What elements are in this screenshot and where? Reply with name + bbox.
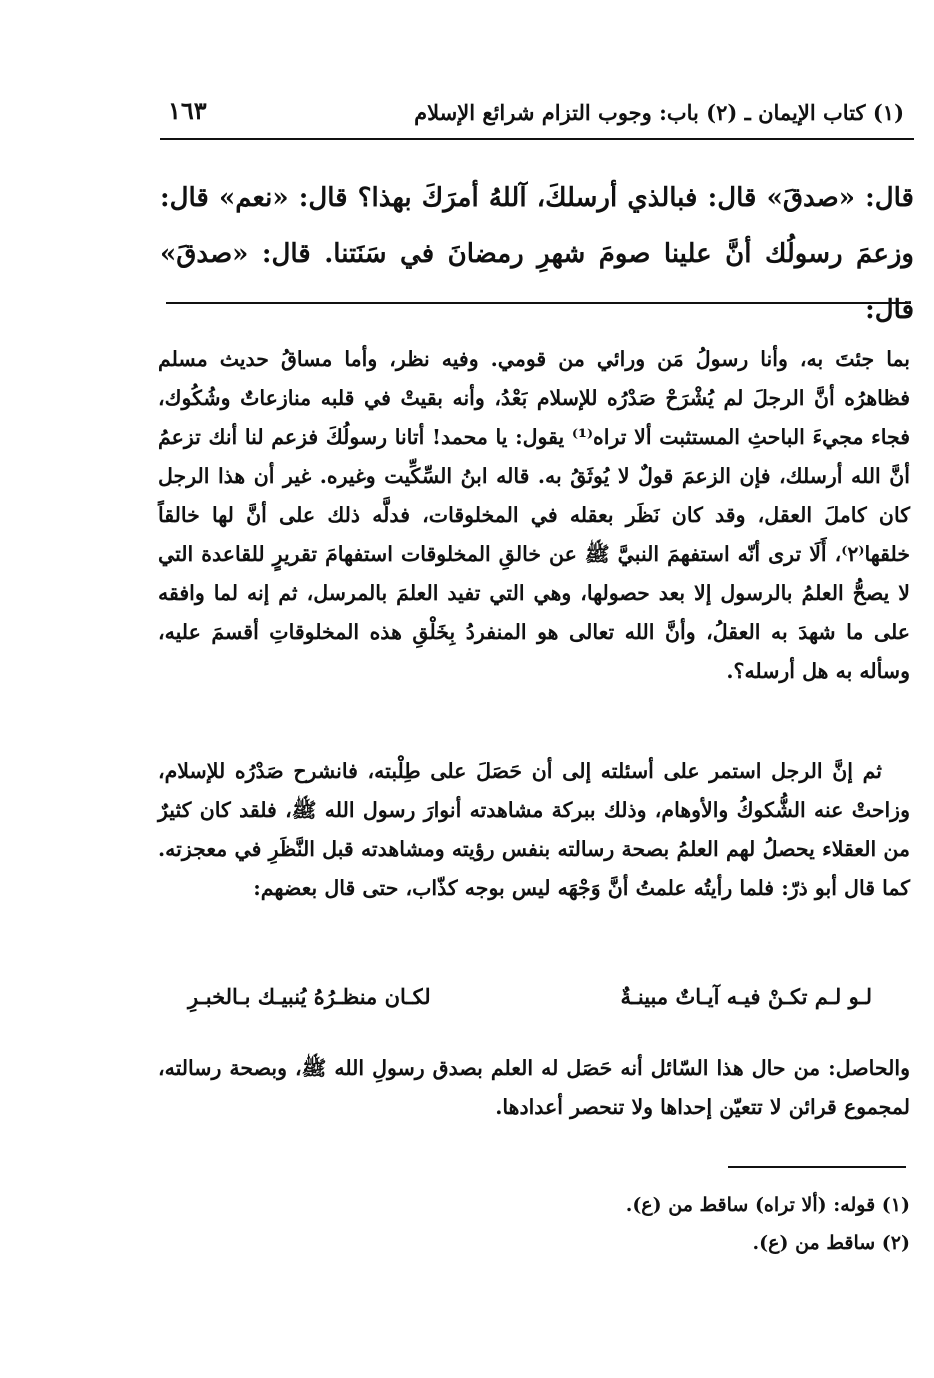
running-title: (١) كتاب الإيمان ـ (٢) باب: وجوب التزام شرائع الإسلام bbox=[414, 100, 904, 125]
hadith-text: قال: «صدقَ» قال: فبالذي أرسلكَ، آللهُ أمرَكَ بهذا؟ قال: «نعم» قال: وزعمَ رسولُك أنَّ علينا صومَ شهرِ رمضانَ في سَنَتنا. قال: «صدقَ» قال: bbox=[160, 183, 914, 325]
footnote-2: (٢) ساقط من (ع). bbox=[752, 1232, 910, 1254]
poetry-verse bbox=[170, 984, 910, 1024]
page-number: ١٦٣ bbox=[168, 96, 207, 125]
text-commentary-divider bbox=[166, 302, 908, 304]
page-header bbox=[160, 96, 914, 136]
header-divider bbox=[160, 138, 914, 140]
verse-second-hemistich: لكـان منظـرُهُ يُنبيـك بـالخبـرِ bbox=[188, 984, 431, 1009]
verse-first-hemistich: لـو لـم تكـنْ فيـه آيـاتٌ مبينـةٌ bbox=[620, 984, 872, 1009]
footnote-1: (١) قوله: (ألا تراه) ساقط من (ع). bbox=[625, 1194, 910, 1216]
footnote-divider bbox=[728, 1166, 906, 1168]
commentary-paragraph-3: والحاصل: من حال هذا السّائل أنه حَصَل له العلم بصدق رسولِ الله ﷺ، وبصحة رسالته، لمجموع قرائن لا تتعيّن إحداها ولا تنحصر أعدادها. bbox=[158, 1056, 910, 1119]
commentary-paragraph-1: بما جئتَ به، وأنا رسولُ مَن ورائي من قومي. وفيه نظر، وأما مساقُ حديث مسلم فظاهرُه أنَّ الرجلَ لم يُشْرَحْ صَدْرُه للإسلام بَعْدُ، وأنه بقيتْ في قلبه منازعاتٌ وشُكُوك، فجاء مجيءَ الباحثِ المستثبت ألا تراه⁽¹⁾ يقول: يا محمد! أتانا رسولُكَ فزعم لنا أنك تزعمُ أنَّ الله أرسلك، فإن الزعمَ قولٌ لا يُوثَقُ به. قاله ابنُ السِّكِّيت وغيره. غير أن هذا الرجل كان كاملَ العقل، وقد كان نَظَر بعقله في المخلوقات، فدلَّه ذلك على أنَّ لها خالقاً خلقها⁽٢⁾، أَلَا ترى أنّه استفهمَ النبيَّ ﷺ عن خالقِ المخلوقات استفهامَ تقريرٍ للقاعدة التي لا يصحُّ العلمُ بالرسول إلا بعد حصولها، وهي التي تفيد العلمَ بالمرسل، ثم إنه لما وافقه على ما شهدَ به العقلُ، وأنَّ الله تعالى هو المنفردُ بِخَلْقِ هذه المخلوقاتِ أقسمَ عليه، وسأله به هل أرسله؟. bbox=[158, 347, 910, 683]
footnotes bbox=[500, 1186, 910, 1262]
commentary-paragraph-2: ثم إنَّ الرجل استمر على أسئلته إلى أن حَصَلَ على طِلْبته، فانشرح صَدْرُه للإسلام، وزاحتْ عنه الشُّكوكُ والأوهام، وذلك ببركة مشاهدته أنوارَ رسول الله ﷺ، فلقد كان كثيرٌ من العقلاء يحصلُ لهم العلمُ بصحة رسالته بنفس رؤيته ومشاهدته قبل النَّظَرِ في معجزته. كما قال أبو ذرّ: فلما رأيتُه علمتُ أنَّ وَجْهَه ليس بوجه كذّاب، حتى قال بعضهم: bbox=[158, 759, 910, 900]
